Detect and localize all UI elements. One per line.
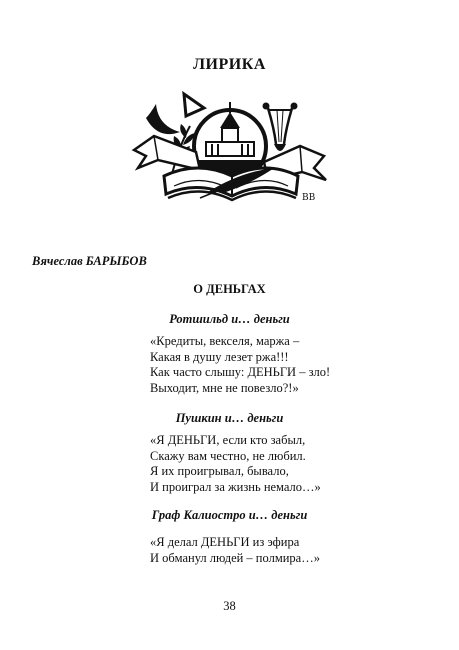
verse-line: «Я ДЕНЬГИ, если кто забыл,: [150, 433, 306, 447]
lyrics-emblem-icon: [128, 88, 332, 220]
verse-line: «Я делал ДЕНЬГИ из эфира: [150, 535, 300, 549]
verse-line: И обманул людей – полмира…»: [150, 550, 320, 565]
verse-line: Как часто слышу: ДЕНЬГИ – зло!: [150, 365, 331, 380]
poem-title: О ДЕНЬГАХ: [193, 282, 266, 296]
verse-line: Скажу вам честно, не любил.: [150, 448, 306, 463]
part-subtitle: Граф Калиостро и… деньги: [151, 508, 308, 522]
section-title: ЛИРИКА: [193, 56, 266, 73]
verse-line: «Кредиты, векселя, маржа –: [150, 334, 300, 348]
stanza: [150, 433, 321, 495]
page-number: 38: [223, 599, 236, 613]
stanza: [150, 334, 330, 396]
part-subtitle: Ротшильд и… деньги: [169, 312, 290, 326]
verse-line: Какая в душу лезет ржа!!!: [150, 349, 289, 364]
stanza: [150, 535, 320, 566]
part-subtitle: Пушкин и… деньги: [175, 411, 284, 425]
verse-line: И проиграл за жизнь немало…»: [150, 479, 321, 494]
svg-text:ВВ: ВВ: [302, 193, 316, 203]
verse-line: Я их проигрывал, бывало,: [150, 464, 289, 479]
author-name: Вячеслав БАРЫБОВ: [32, 254, 147, 268]
verse-line: Выходит, мне не повезло?!»: [150, 380, 299, 395]
